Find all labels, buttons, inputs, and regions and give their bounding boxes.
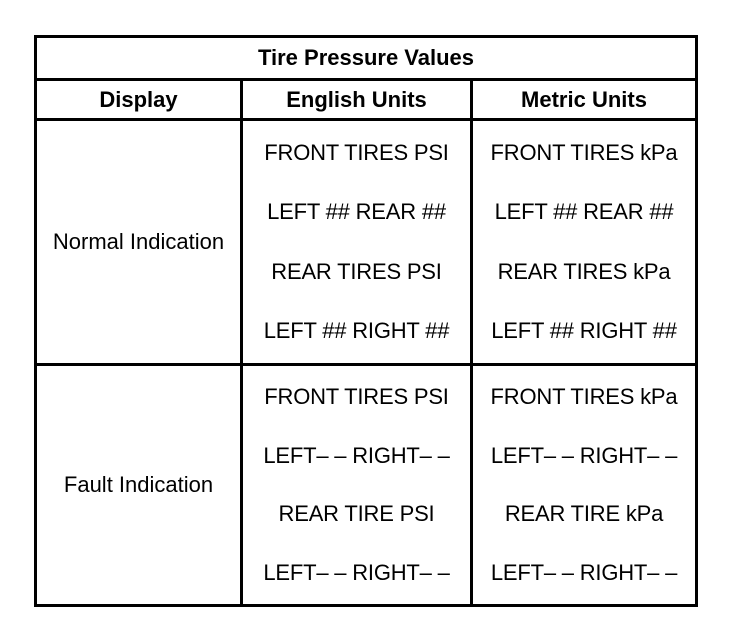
header-english-units: English Units bbox=[243, 81, 473, 121]
normal-english-cell bbox=[243, 121, 473, 366]
normal-metric-line: REAR TIRES kPa bbox=[497, 258, 671, 284]
row-label-normal: Normal Indication bbox=[37, 121, 243, 366]
normal-english-line: FRONT TIRES PSI bbox=[264, 139, 449, 165]
normal-metric-cell bbox=[473, 121, 695, 366]
fault-english-line: REAR TIRE PSI bbox=[278, 501, 435, 527]
row-label-fault: Fault Indication bbox=[37, 366, 243, 604]
normal-english-line: LEFT ## REAR ## bbox=[267, 199, 446, 225]
fault-metric-cell bbox=[473, 366, 695, 604]
normal-metric-line: LEFT ## REAR ## bbox=[494, 199, 674, 225]
fault-english-line: LEFT– – RIGHT– – bbox=[263, 442, 450, 468]
fault-english-line: FRONT TIRES PSI bbox=[264, 384, 449, 410]
normal-english-line: LEFT ## RIGHT ## bbox=[263, 318, 450, 344]
fault-metric-line: REAR TIRE kPa bbox=[504, 501, 664, 527]
fault-metric-line: LEFT– – RIGHT– – bbox=[490, 559, 678, 585]
fault-metric-line: LEFT– – RIGHT– – bbox=[490, 442, 678, 468]
header-metric-units: Metric Units bbox=[473, 81, 695, 121]
normal-metric-line: LEFT ## RIGHT ## bbox=[491, 318, 677, 344]
tire-pressure-table bbox=[34, 35, 698, 607]
fault-english-cell bbox=[243, 366, 473, 604]
table-title: Tire Pressure Values bbox=[37, 38, 695, 81]
fault-english-line: LEFT– – RIGHT– – bbox=[263, 559, 450, 585]
normal-metric-line: FRONT TIRES kPa bbox=[490, 139, 678, 165]
normal-english-line: REAR TIRES PSI bbox=[271, 258, 442, 284]
fault-metric-line: FRONT TIRES kPa bbox=[490, 384, 678, 410]
header-display: Display bbox=[37, 81, 243, 121]
